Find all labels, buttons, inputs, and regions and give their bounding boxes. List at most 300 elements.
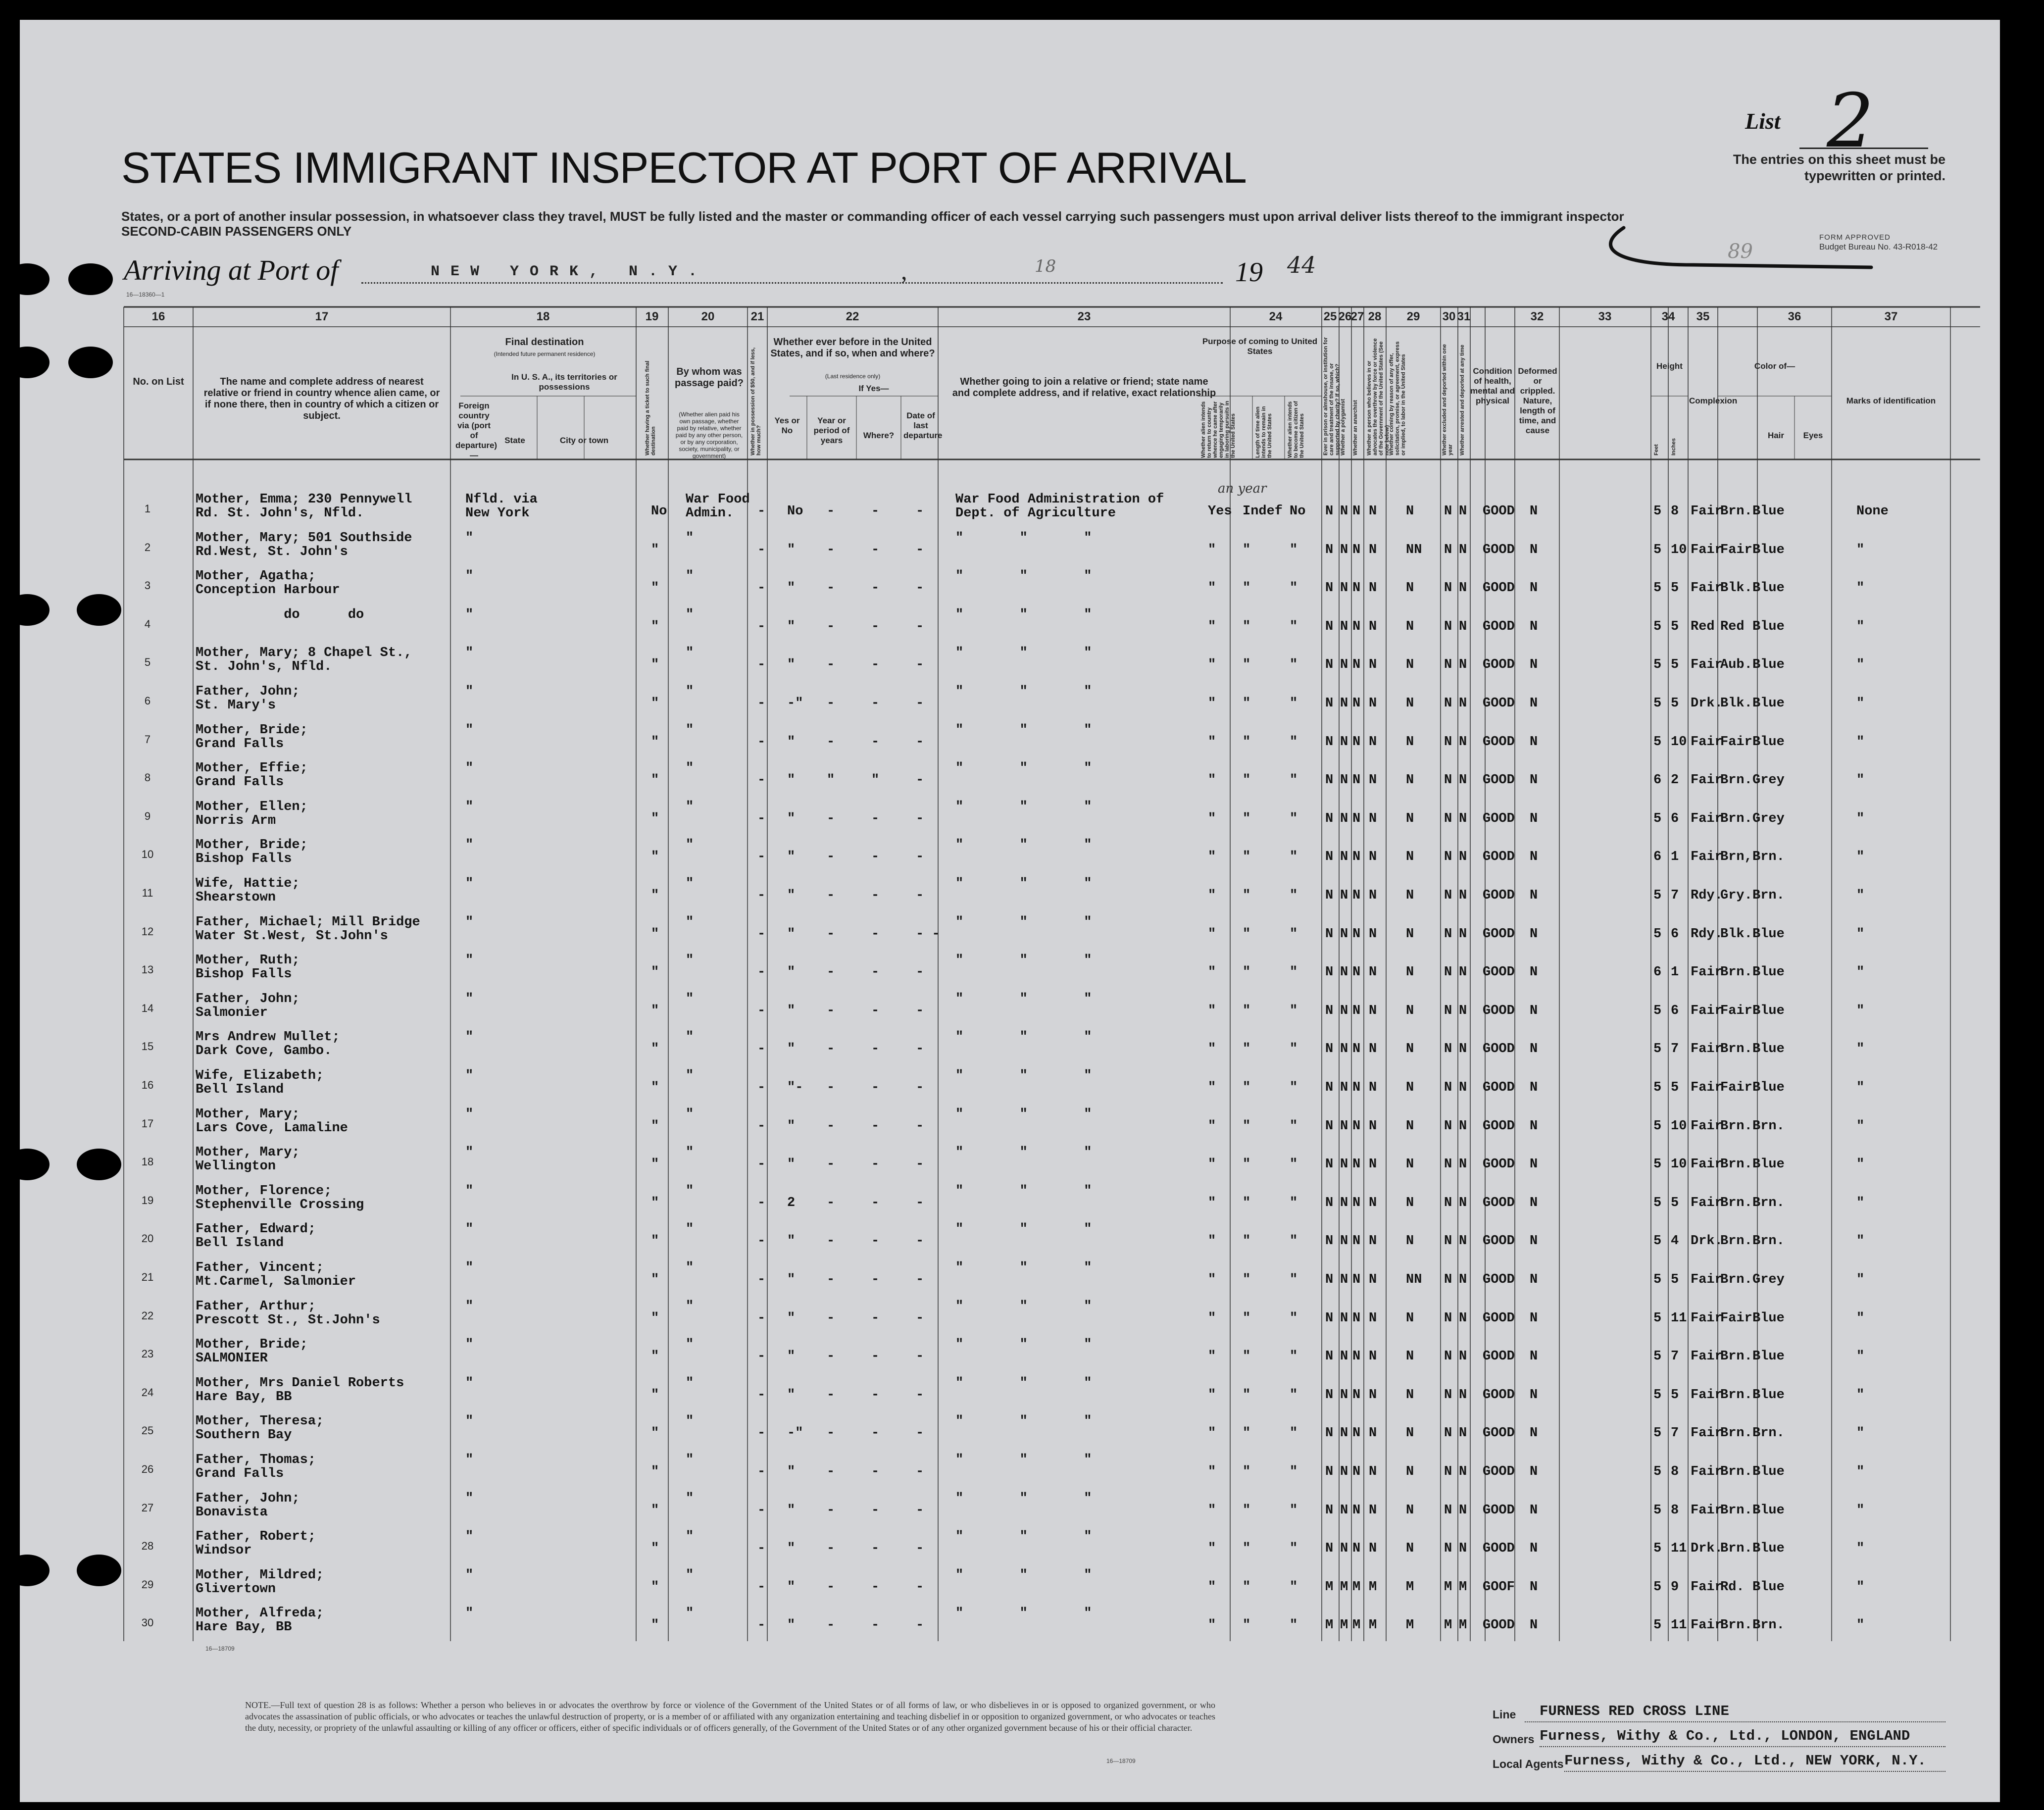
cell-c29: N [1406,504,1414,519]
cell-comp: Fair [1691,1579,1723,1595]
cell-dest1: " [465,1491,474,1506]
cell-c27: N [1352,773,1361,788]
cell-l1: Mother, Ruth; [196,953,300,968]
cell-where: - [871,965,880,980]
column-number-36: 36 [1788,310,1801,323]
cell-c26: N [1340,619,1348,634]
cell-paid1: " [686,1606,694,1621]
cell-comp: Fair [1691,965,1723,980]
cell-p3: " [1290,1579,1298,1595]
cell-c25: N [1325,965,1334,980]
cell-c31: N [1459,1426,1467,1441]
row-number: 2 [144,541,151,553]
cell-ticket: " [651,1003,659,1018]
header-complexion: Complexion [1689,396,1738,405]
cell-hair: Brn. [1720,1618,1752,1633]
arrival-date: 18 [1035,256,1056,276]
cell-deformed: N [1530,657,1538,673]
cell-year: - [827,1503,835,1518]
header-inches: Inches [1671,438,1677,455]
cell-p1: " [1208,926,1216,942]
cell-p2: " [1243,657,1251,673]
cell-p2: " [1243,773,1251,788]
cell-ticket: " [651,888,659,903]
cell-where: - [871,1042,880,1057]
cell-in: 7 [1671,1349,1679,1364]
cell-p2: " [1243,619,1251,634]
row-number: 30 [141,1616,154,1629]
cell-c26: N [1340,850,1348,865]
cell-l2: Grand Falls [196,1466,284,1481]
cell-join1: " " " [955,1491,1092,1506]
cell-l2: Hare Bay, BB [196,1389,292,1405]
cell-dest1: " [465,607,474,622]
cell-c29: N [1406,657,1414,673]
cell-health: GOOD [1483,1234,1515,1249]
cell-c27: N [1352,1349,1361,1364]
cell-comp: Fair [1691,1618,1723,1633]
cell-ft: 5 [1653,1426,1662,1441]
cell-c27: N [1352,1042,1361,1057]
cell-join1: " " " [955,1337,1092,1353]
cell-l1: Father, Edward; [196,1222,316,1237]
cell-comp: Fair [1691,1080,1723,1095]
cell-c30: N [1444,1310,1452,1326]
cell-p3: " [1290,1387,1298,1403]
cell-deformed: N [1530,773,1538,788]
cell-year: - [827,1426,835,1441]
cell-c28: N [1369,1349,1377,1364]
cell-dest1: " [465,1030,474,1045]
cell-p1: " [1208,1080,1216,1095]
cell-marks: " [1856,1579,1865,1595]
cell-hair: Brn. [1720,504,1752,519]
cell-health: GOOD [1483,657,1515,673]
cell-dep: - [916,1579,924,1595]
cell-hair: Brn, [1720,850,1752,865]
binder-hole [5,594,50,626]
cell-year: - [827,734,835,750]
header-prison: Ever in prison or almshouse, or institution for care and treatment of the insane, or supported by charity? If so, which? [1323,337,1341,455]
cell-l2: Windsor [196,1543,252,1559]
cell-p1: " [1208,1272,1216,1287]
cell-hair: Brn. [1720,811,1752,826]
cell-comp: Fair [1691,811,1723,826]
cell-c30: N [1444,1426,1452,1441]
cell-c27: N [1352,1118,1361,1134]
cell-deformed: N [1530,926,1538,942]
cell-where: - [871,1195,880,1210]
cell-c30: N [1444,1272,1452,1287]
header-state: State [504,436,525,445]
manifest-sheet [20,20,2000,1802]
row-number: 6 [144,695,151,707]
cell-p3: " [1290,926,1298,942]
cell-paid1: " [686,1337,694,1353]
cell-health: GOOD [1483,1195,1515,1210]
cell-c29: N [1406,619,1414,634]
cell-c31: N [1459,1310,1467,1326]
cell-dep: - [916,696,924,711]
cell-l2: Conception Harbour [196,583,340,598]
cell-join1: " " " [955,914,1092,930]
cell-l2: Grand Falls [196,736,284,752]
owners-underline [1540,1746,1945,1747]
cell-c31: M [1459,1579,1467,1595]
cell-in: 5 [1671,619,1679,634]
cell-l2: Bell Island [196,1236,284,1251]
cell-c25: N [1325,657,1334,673]
cell-deformed: N [1530,1349,1538,1364]
cell-ticket: " [651,1541,659,1557]
header-possession-50: Whether in possession of $50, and if less, how much? [750,347,762,455]
cell-where: - [871,811,880,826]
cell-ticket: " [651,965,659,980]
cell-dest1: Nfld. via [465,492,538,507]
header-labor-offer: Whether coming by reason of any offer, solicitation, promise, or agreement, express or implied, to labor in the United States [1389,341,1406,455]
cell-comp: Fair [1691,1503,1723,1518]
cell-dest1: " [465,1145,474,1160]
cell-paid1: " [686,1529,694,1545]
header-where: Where? [863,431,895,440]
cell-year: - [827,1195,835,1210]
cell-comp: Fair [1691,1349,1723,1364]
cell-p2: " [1243,888,1251,903]
cell-c28: N [1369,504,1377,519]
cell-c30: M [1444,1618,1452,1633]
cell-year: - [827,504,835,519]
cell-deformed: N [1530,1195,1538,1210]
cell-yn: " [787,542,796,557]
cell-dep: - [916,1541,924,1557]
cell-c27: N [1352,581,1361,596]
binder-hole [5,263,50,295]
cell-in: 10 [1671,542,1687,557]
cell-c25: N [1325,1195,1334,1210]
cell-dep: - [916,1080,924,1095]
cell-health: GOOD [1483,542,1515,557]
cell-p2: " [1243,1042,1251,1057]
cell-year: - [827,657,835,673]
cell-l1: Father, John; [196,1491,300,1506]
owners-value: Furness, Withy & Co., Ltd., LONDON, ENGLAND [1540,1728,1910,1744]
cell-where: - [871,657,880,673]
cell-yn: " [787,1618,796,1633]
cell-ft: 5 [1653,1349,1662,1364]
cell-c25: N [1325,811,1334,826]
cell-p1: " [1208,773,1216,788]
cell-c29: N [1406,1426,1414,1441]
cell-c31: N [1459,1541,1467,1557]
list-number: 2 [1827,78,1874,164]
cell-c27: N [1352,926,1361,942]
cell-paid1: " [686,646,694,661]
cell-yn: " [787,926,796,942]
cell-c27: N [1352,888,1361,903]
cell-deformed: N [1530,542,1538,557]
cell-eyes: Blue [1752,1541,1785,1557]
cell-in: 10 [1671,1157,1687,1172]
header-marks-identification: Marks of identification [1846,396,1936,405]
cell-c25: N [1325,1003,1334,1018]
cell-p1: " [1208,1618,1216,1633]
cell-c25: N [1325,1157,1334,1172]
cell-hair: Brn. [1720,1272,1752,1287]
cell-dep: - [916,1003,924,1018]
cell-c28: N [1369,1541,1377,1557]
cell-dest1: " [465,838,474,853]
entries-note: The entries on this sheet must be typewritten or printed. [1733,152,1945,183]
cell-yn: " [787,1579,796,1595]
cell-c28: N [1369,926,1377,942]
cell-paid1: " [686,799,694,814]
cell-c27: N [1352,1310,1361,1326]
cell-money: - [757,1234,766,1249]
arriving-label: Arriving at Port of [124,254,339,286]
cell-eyes: Blue [1752,1080,1785,1095]
cell-comp: Fair [1691,657,1723,673]
cell-yn: " [787,1310,796,1326]
cell-c29: N [1406,581,1414,596]
cell-in: 6 [1671,811,1679,826]
cell-comp: Fair [1691,850,1723,865]
cell-year: - [827,1157,835,1172]
cell-c25: N [1325,542,1334,557]
cell-year: - [827,1118,835,1134]
cell-deformed: N [1530,965,1538,980]
cell-ticket: " [651,1234,659,1249]
header-if-yes: If Yes— [858,384,889,393]
cell-p2: " [1243,965,1251,980]
row-number: 4 [144,617,151,630]
cell-where: - [871,734,880,750]
cell-l1: Mrs Andrew Mullet; [196,1030,340,1045]
cell-c26: N [1340,1349,1348,1364]
cell-c31: N [1459,888,1467,903]
cell-c29: N [1406,888,1414,903]
cell-c27: N [1352,504,1361,519]
cell-health: GOOD [1483,1464,1515,1479]
sheet-code: 16—18709 [205,1645,235,1652]
cell-c28: N [1369,1272,1377,1287]
cell-p3: " [1290,1195,1298,1210]
cell-dep: - [916,811,924,826]
cell-p3: " [1290,1426,1298,1441]
cell-c30: N [1444,1042,1452,1057]
cell-health: GOOD [1483,696,1515,711]
cell-c30: N [1444,1234,1452,1249]
cell-p3: " [1290,1618,1298,1633]
cell-p1: " [1208,1503,1216,1518]
row-number: 29 [141,1578,154,1591]
binder-hole [68,347,113,378]
column-number-21: 21 [750,310,764,323]
cell-year: - [827,888,835,903]
cell-l2: Norris Arm [196,813,276,828]
cell-eyes: Blue [1752,1349,1785,1364]
cell-l1: Mother, Bride; [196,1337,308,1353]
cell-c29: N [1406,1003,1414,1018]
cell-dest1: " [465,1106,474,1122]
cell-deformed: N [1530,1272,1538,1287]
cell-l2: Shearstown [196,890,276,905]
cell-c28: N [1369,1080,1377,1095]
cell-year: - [827,1464,835,1479]
cell-marks: " [1856,1118,1865,1134]
cell-l2: Water St.West, St.John's [196,928,388,944]
cell-health: GOOD [1483,888,1515,903]
cell-paid1: " [686,1106,694,1122]
cell-dep: - [916,1272,924,1287]
cell-l1: do do [196,607,364,622]
cell-where: - [871,1503,880,1518]
cell-paid1: " [686,914,694,930]
cell-p1: " [1208,1310,1216,1326]
cell-ft: 5 [1653,888,1662,903]
cell-paid1: " [686,722,694,738]
cell-year: - [827,811,835,826]
cell-p1: " [1208,1195,1216,1210]
cell-ft: 5 [1653,1464,1662,1479]
cell-ft: 5 [1653,542,1662,557]
cell-join1: " " " [955,646,1092,661]
cell-c26: N [1340,1464,1348,1479]
cell-marks: " [1856,1310,1865,1326]
cell-eyes: Blue [1752,504,1785,519]
cell-c28: N [1369,657,1377,673]
cell-dest1: " [465,569,474,584]
cell-dep: - [916,1503,924,1518]
cell-marks: " [1856,811,1865,826]
cell-l2: Prescott St., St.John's [196,1312,380,1328]
cell-c26: N [1340,542,1348,557]
cell-where: - [871,696,880,711]
row-number: 8 [144,771,151,784]
row-number: 10 [141,848,154,861]
header-eyes: Eyes [1803,431,1823,440]
cell-join1: " " " [955,1145,1092,1160]
cell-comp: Fair [1691,1464,1723,1479]
cell-c27: N [1352,811,1361,826]
cell-p3: " [1290,1349,1298,1364]
cell-l1: Mother, Agatha; [196,569,316,584]
cell-c25: N [1325,1541,1334,1557]
cell-p1: " [1208,850,1216,865]
cell-yn: " [787,581,796,596]
cell-c27: N [1352,542,1361,557]
cell-l1: Mother, Mary; [196,1106,300,1122]
cell-join1: " " " [955,1414,1092,1429]
cell-c26: N [1340,1003,1348,1018]
cell-yn: " [787,1118,796,1134]
cell-where: - [871,1003,880,1018]
line-underline [1525,1721,1945,1722]
cell-l1: Mother, Mrs Daniel Roberts [196,1375,404,1391]
cell-comp: Drk. [1691,1541,1723,1557]
cell-ticket: " [651,1272,659,1287]
cell-c27: M [1352,1618,1361,1633]
cell-year: - [827,581,835,596]
cell-c30: N [1444,581,1452,596]
header-going-to-join: Whether going to join a relative or friend; state name and complete address, and if relative, exact relationship [952,376,1216,399]
cell-c25: N [1325,1118,1334,1134]
cell-in: 9 [1671,1579,1679,1595]
cell-c28: N [1369,1426,1377,1441]
cell-l1: Father, Robert; [196,1529,316,1545]
cell-p1: " [1208,965,1216,980]
cell-paid1: " [686,1414,694,1429]
cell-c28: N [1369,1195,1377,1210]
cell-paid1: " [686,569,694,584]
cell-marks: " [1856,1234,1865,1249]
cell-comp: Fair [1691,773,1723,788]
cell-deformed: N [1530,1234,1538,1249]
cell-eyes: Blue [1752,734,1785,750]
cell-c26: N [1340,811,1348,826]
cell-c31: N [1459,581,1467,596]
cell-c26: N [1340,1157,1348,1172]
cell-hair: Gry. [1720,888,1752,903]
cell-comp: Rdy. [1691,926,1723,942]
cell-money: - [757,1541,766,1557]
cell-year: - [827,1387,835,1403]
cell-ticket: " [651,1310,659,1326]
cell-dest1: " [465,991,474,1006]
cell-yn: " [787,850,796,865]
cell-c28: N [1369,1503,1377,1518]
cell-ft: 5 [1653,1310,1662,1326]
cell-p2: Indef [1243,504,1283,519]
cell-c28: N [1369,965,1377,980]
cell-hair: Brn. [1720,1195,1752,1210]
cell-marks: " [1856,542,1865,557]
cell-p3: " [1290,696,1298,711]
cell-p3: " [1290,619,1298,634]
cell-c25: N [1325,696,1334,711]
year-prefix: 19 [1235,257,1263,288]
cell-health: GOOD [1483,965,1515,980]
form-approved-line-1: FORM APPROVED [1819,233,1891,242]
cell-where: - [871,850,880,865]
cell-in: 6 [1671,1003,1679,1018]
cell-p2: " [1243,1272,1251,1287]
cell-l1: Father, Vincent; [196,1260,324,1275]
cell-p3: " [1290,1464,1298,1479]
cell-dep: - [916,1426,924,1441]
cell-join1: " " " [955,1299,1092,1314]
cell-yn: " [787,811,796,826]
cell-c30: N [1444,696,1452,711]
cell-c30: N [1444,965,1452,980]
cell-p1: " [1208,888,1216,903]
cell-c30: N [1444,1541,1452,1557]
pen-stroke-mark [1594,218,1891,277]
cell-deformed: N [1530,1118,1538,1134]
cell-dep: - [916,1618,924,1633]
cell-c25: N [1325,773,1334,788]
cell-hair: Brn. [1720,1387,1752,1403]
cell-c30: N [1444,734,1452,750]
cell-p1: " [1208,1541,1216,1557]
cell-dep: - [916,619,924,634]
cell-hair: Brn. [1720,1541,1752,1557]
cell-c29: N [1406,1118,1414,1134]
cell-eyes: Grey [1752,1272,1785,1287]
cell-paid1: " [686,607,694,622]
header-no-on-list: No. on List [133,376,184,387]
cell-c30: N [1444,926,1452,942]
header-condition-health: Condition of health, mental and physical [1470,366,1515,405]
